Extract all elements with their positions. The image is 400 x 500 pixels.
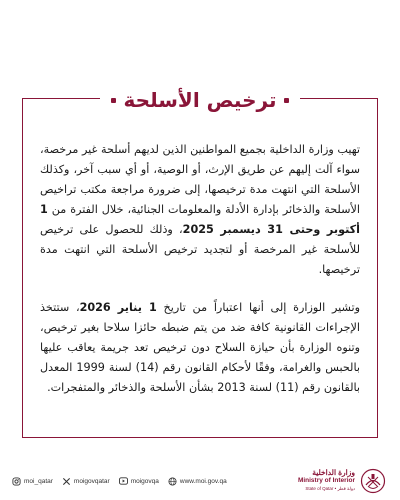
paragraph-1-dates: 1 أكتوبر وحتى 31 ديسمبر 2025 [40, 203, 360, 236]
title-dot-right [111, 98, 116, 103]
instagram-icon [12, 477, 21, 486]
top-band [0, 0, 400, 70]
ministry-name-en: Ministry of Interior [297, 477, 355, 484]
social-youtube[interactable] [119, 477, 159, 486]
paragraph-2-text-b: ، ستتخذ الإجراءات القانونية كافة ضد من يتم ضبطه حائزا سلاحا بغير ترخيص، وتنوه الوزارة بأن حيازة السلاح دون ترخيص تعد جريمة يعاقب عليها بالحبس والغرامة، وفقًا لأحكام القانون رقم (14) لسنة 1999 المعدل بالقانون رقم (11) لسنة 2013 بشأن الأسلحة والذخائر والمتفجرات. [40, 301, 360, 394]
ministry-text [298, 469, 355, 493]
website-url: www.moi.gov.qa [179, 477, 227, 485]
paragraph-2 [40, 298, 360, 398]
paragraph-2-date: 1 يناير 2026 [79, 301, 157, 314]
footer [0, 462, 400, 500]
ministry-logo [298, 468, 386, 494]
globe-icon [168, 477, 177, 486]
qatar-emblem-icon [360, 468, 386, 494]
social-website[interactable] [168, 477, 227, 486]
title-dot-left [284, 98, 289, 103]
page-title: ترخيص الأسلحة [123, 88, 277, 112]
youtube-handle: moigovqa [130, 477, 159, 485]
ministry-subtitle: State of Qatar • دولة قطر [305, 486, 355, 491]
paragraph-2-text-a: وتشير الوزارة إلى أنها اعتباراً من تاريخ [156, 301, 360, 314]
paragraph-1 [40, 140, 360, 280]
social-links [12, 477, 227, 486]
title-container [100, 86, 300, 114]
x-icon [62, 477, 71, 486]
social-x[interactable] [62, 477, 110, 486]
ministry-name-ar: وزارة الداخلية [312, 468, 355, 477]
instagram-handle: moi_qatar [24, 477, 53, 485]
paragraph-1-text-b: ، وذلك للحصول على ترخيص للأسلحة غير المرخصة أو لتجديد ترخيص الأسلحة التي انتهت مدة ترخيصها. [40, 223, 360, 276]
youtube-icon [119, 477, 128, 486]
social-instagram[interactable] [12, 477, 53, 486]
x-handle: moigovqatar [73, 477, 110, 485]
paragraph-1-text-a: تهيب وزارة الداخلية بجميع المواطنين الذين لديهم أسلحة غير مرخصة، سواء آلت إليهم عن طريق الإرث، أو الوصية، أو أي سبب آخر، وكذلك الأسلحة التي انتهت مدة ترخيصها، إلى ضرورة مراجعة مكتب تراخيص الأسلحة والذخائر بإدارة الأدلة والمعلومات الجنائية، خلال الفترة من [40, 143, 360, 216]
